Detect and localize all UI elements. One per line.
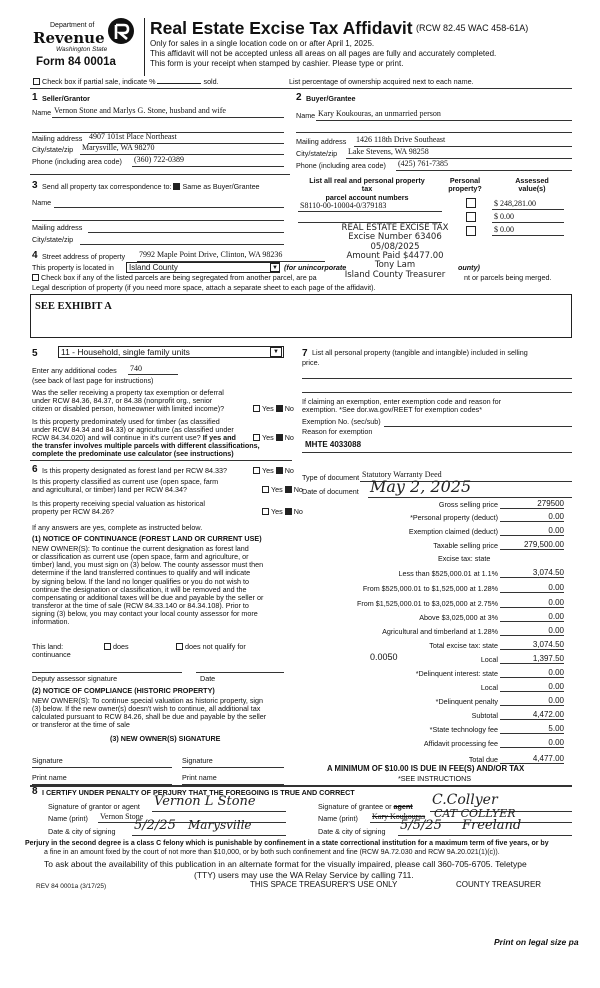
grantee-signature[interactable]: C.Collyer — [432, 792, 498, 808]
doc-type[interactable]: Statutory Warranty Deed — [362, 470, 442, 479]
buyer-name-label: Name — [296, 111, 316, 120]
notice-compliance-heading: (2) NOTICE OF COMPLIANCE (HISTORIC PROPERTY) — [32, 686, 215, 695]
notice-continuance-text: NEW OWNER(S): To continue the current designation as forest land or classification as current use (open space, farm and agriculture, or timber) land, you must sign on (3) below. The county assessor must then determine if the land transferred continues to qualify and will indicate by signing below. If the land no longer qualifies or you do not wish to continue the designation or classification, it will be removed and the compensating or additional taxes will be due and payable by the seller or transferor at the time of sale (RCW 84.33.140 or 84.34.108). Prior to signing (3) below, you may contact your local county assessor for more information. — [32, 544, 264, 627]
timber-yes-no: Yes No — [253, 434, 294, 442]
corr-name-label: Name — [32, 198, 52, 207]
doc-date[interactable]: May 2, 2025 — [370, 477, 472, 496]
grantee-name-label: Name (print) — [318, 814, 358, 823]
does-not-checkbox[interactable] — [176, 643, 183, 650]
seller-heading: Seller/Grantor — [42, 94, 90, 103]
segregated-row — [32, 274, 317, 282]
bracket-5-value[interactable]: 0.00 — [548, 626, 564, 635]
alternate-format-note: To ask about the availability of this publication in an alternate format for the visually impaired, please call 360-705-6705. Teletype — [44, 859, 527, 869]
corr-city-label: City/state/zip — [32, 235, 74, 244]
section-2-number: 2 — [296, 92, 302, 103]
total-excise-label: Total excise tax: state — [429, 641, 498, 650]
segregated-end: nt or parcels being merged. — [464, 273, 552, 282]
see-back-note: (see back of last page for instructions) — [32, 376, 154, 385]
stamp-line-4: Amount Paid $4477.00 — [346, 251, 444, 262]
new-owner-signature-heading: (3) NEW OWNER(S) SIGNATURE — [110, 734, 221, 743]
this-land-label: This land: continuance — [32, 642, 71, 660]
section-1-number: 1 — [32, 92, 38, 103]
local-tax[interactable]: 1,397.50 — [532, 654, 564, 663]
street-label: Street address of property — [42, 252, 126, 261]
current-use-yes-no: Yes No — [262, 486, 303, 494]
header-note-3: This form is your receipt when stamped by cashier. Please type or print. — [150, 59, 404, 68]
segregated-checkbox[interactable] — [32, 274, 39, 281]
header-note-1: Only for sales in a single location code on or after April 1, 2025. — [150, 39, 375, 48]
section-3-number: 3 — [32, 180, 38, 191]
bracket-3-value[interactable]: 0.00 — [548, 598, 564, 607]
buyer-mailing[interactable]: 1426 118th Drive Southeast — [356, 135, 446, 144]
stamp-line-3: 05/08/2025 — [370, 241, 420, 252]
legal-description-label: Legal description of property (if you need more space, attach a separate sheet to each page of the affidavit). — [32, 283, 376, 292]
exemption-number-label: Exemption No. (sec/sub) — [302, 417, 381, 426]
minimum-due-note: A MINIMUM OF $10.00 IS DUE IN FEE(S) AND/OR TAX — [327, 764, 525, 773]
grantee-date[interactable]: 5/5/25 — [400, 818, 442, 833]
seller-mailing[interactable]: 4907 101st Place Northeast — [89, 132, 177, 141]
owner-print-name-label-1: Print name — [32, 773, 67, 782]
print-legal-note: Print on legal size pa — [494, 937, 579, 947]
perjury-line-2: a fine in an amount fixed by the court of not more than $10,000, or by both such confinement and fine (RCW 9A.72.030 and RCW 9A.20.021(1)(c)). — [44, 849, 500, 856]
processing-fee-label: Affidavit processing fee — [423, 739, 498, 748]
total-excise[interactable]: 3,074.50 — [532, 640, 564, 649]
land-use-select[interactable] — [58, 346, 284, 358]
delinquent-local-label: Local — [480, 683, 498, 692]
total-due[interactable]: 4,477.00 — [532, 754, 564, 763]
timber-question: Is this property predominately used for timber (as classified under RCW 84.34 and 84.33) or agriculture (as classified under RCW 84.34.020) and will continue in it's current use? If yes and the transfer involves multiple parcels with different classifications, complete the predominate use calculator (see instructions) — [32, 417, 260, 459]
dept-line2: Revenue — [33, 29, 105, 47]
bracket-4-label: Above $3,025,000 at 3% — [419, 613, 498, 622]
assessed-value-2[interactable]: $ 0.00 — [494, 212, 514, 221]
excise-state-label: Excise tax: state — [438, 554, 491, 563]
historic-yes-checkbox[interactable] — [262, 508, 269, 515]
additional-codes-label: Enter any additional codes — [32, 366, 117, 375]
grantor-name[interactable]: Vernon Stone — [100, 812, 144, 821]
gross-price-label: Gross selling price — [438, 500, 498, 509]
technology-fee[interactable]: 5.00 — [548, 724, 564, 733]
buyer-mailing-label: Mailing address — [296, 137, 347, 146]
bracket-1-value[interactable]: 3,074.50 — [532, 568, 564, 577]
reason-label: Reason for exemption — [302, 427, 373, 436]
chevron-down-icon[interactable]: ▼ — [270, 263, 280, 272]
deputy-assessor-label: Deputy assessor signature — [32, 674, 118, 683]
notice-compliance-text: NEW OWNER(S): To continue special valuation as historic property, sign (3) below. If the new owner(s) doesn't wish to continue, all additional tax calculated pursuant to RCW 84.26, shall be due and payable by the seller or transferor at the time of sale — [32, 696, 267, 730]
delinquent-penalty-label: *Delinquent penalty — [435, 697, 498, 706]
forest-yes-no: Yes No — [253, 467, 294, 475]
timber-yes-checkbox[interactable] — [253, 434, 260, 441]
perjury-line-1: Perjury in the second degree is a class C felony which is punishable by confinement in a state correctional institution for a maximum term of five years, or by — [25, 840, 549, 847]
bracket-2-value[interactable]: 0.00 — [548, 583, 564, 592]
bracket-4-value[interactable]: 0.00 — [548, 612, 564, 621]
seller-name[interactable]: Vernon Stone and Marlys G. Stone, husband and wife — [54, 106, 226, 115]
seller-phone-label: Phone (including area code) — [32, 157, 122, 166]
does-not-option: does not qualify for — [176, 643, 246, 651]
grantor-date-city-label: Date & city of signing — [48, 827, 116, 836]
unincorporated-label: (for unincorporate — [284, 263, 347, 272]
grantee-name-struck: Kary Koukouras — [372, 812, 426, 821]
owner-signature-label-1: Signature — [32, 756, 63, 765]
doc-date-label: Date of document — [302, 487, 359, 496]
taxable-price[interactable]: 279,500.00 — [523, 540, 564, 549]
buyer-city-label: City/state/zip — [296, 149, 338, 158]
grantee-name[interactable]: CAT COLLYER — [434, 807, 516, 820]
land-use-value: 11 - Household, single family units — [61, 347, 190, 357]
grantee-signature-label: Signature of grantee or agent — [318, 802, 413, 811]
chevron-down-icon[interactable]: ▼ — [270, 347, 282, 357]
timber-no-checkbox[interactable] — [276, 434, 283, 441]
seller-phone[interactable]: (360) 722-0389 — [134, 155, 184, 164]
subtotal-label: Subtotal — [471, 711, 498, 720]
ownership-note: List percentage of ownership acquired next to each name. — [289, 77, 474, 86]
stamp-line-1: REAL ESTATE EXCISE TAX — [341, 223, 449, 233]
grantor-signature-label: Signature of grantor or agent — [48, 802, 140, 811]
revision-number: REV 84 0001a (3/17/25) — [36, 883, 107, 890]
exemption-yes-no: Yes No — [253, 405, 294, 413]
county-treasurer: COUNTY TREASURER — [456, 880, 542, 889]
forest-no-checkbox[interactable] — [276, 467, 283, 474]
bracket-1-label: Less than $525,000.01 at 1.1% — [398, 569, 498, 578]
owner-signature-label-2: Signature — [182, 756, 213, 765]
delinquent-local[interactable]: 0.00 — [548, 682, 564, 691]
section-5-number: 5 — [32, 348, 38, 359]
exemption-deduct-label: Exemption claimed (deduct) — [408, 527, 498, 536]
notice-continuance-heading: (1) NOTICE OF CONTINUANCE (FOREST LAND OR CURRENT USE) — [32, 534, 262, 543]
current-use-question: Is this property classified as current use (open space, farm and agricultural, or timber) land per RCW 84.34? — [32, 477, 219, 495]
delinquent-penalty[interactable]: 0.00 — [548, 696, 564, 705]
correspondence-text: Send all property tax correspondence to: — [42, 182, 172, 191]
subtotal[interactable]: 4,472.00 — [532, 710, 564, 719]
county-select[interactable] — [126, 262, 280, 273]
corr-mailing-label: Mailing address — [32, 223, 83, 232]
form-number: Form 84 0001a — [36, 56, 116, 68]
exemption-question: Was the seller receiving a property tax exemption or deferral under RCW 84.36, 84.37, or 84.38 (nonprofit org., senior citizen or disabled person, homeowner with limited income)? — [32, 388, 225, 414]
bracket-3-label: From $1,525,000.01 to $3,025,000 at 2.75% — [356, 599, 498, 608]
seller-city[interactable]: Marysville, WA 98270 — [82, 143, 155, 152]
partial-percent-field[interactable] — [157, 83, 201, 84]
exemption-deduct[interactable]: 0.00 — [548, 526, 564, 535]
additional-codes[interactable]: 740 — [130, 364, 142, 373]
current-use-yes-checkbox[interactable] — [262, 486, 269, 493]
section-6-number: 6 — [32, 464, 38, 475]
see-instructions-note: *SEE INSTRUCTIONS — [398, 774, 472, 783]
answers-instructions: If any answers are yes, complete as instructed below. — [32, 523, 203, 532]
personal-property-deduct-label: *Personal property (deduct) — [410, 513, 498, 522]
taxable-price-label: Taxable selling price — [433, 541, 498, 550]
treasurer-use-only: THIS SPACE TREASURER'S USE ONLY — [250, 880, 398, 889]
does-option: does — [104, 643, 129, 651]
assessed-value-1[interactable]: $ 248,281.00 — [494, 199, 536, 208]
dept-line3: Washington State — [56, 46, 108, 53]
seller-name-label: Name — [32, 108, 52, 117]
exemption-yes-checkbox[interactable] — [253, 405, 260, 412]
grantee-city[interactable]: Freeland — [462, 818, 522, 833]
partial-sale-row — [33, 78, 219, 86]
personal-property-label: List all personal property (tangible and intangible) included in selling — [312, 348, 528, 357]
technology-fee-label: *State technology fee — [429, 725, 498, 734]
local-rate[interactable]: 0.0050 — [370, 652, 398, 662]
historic-no-checkbox[interactable] — [285, 508, 292, 515]
certify-statement: I CERTIFY UNDER PENALTY OF PERJURY THAT THE FOREGOING IS TRUE AND CORRECT — [42, 788, 355, 797]
deputy-date-label: Date — [200, 674, 216, 683]
exemption-instructions: If claiming an exemption, enter exemption code and reason for exemption. *See dor.wa.gov/REET for exemption codes* — [302, 397, 501, 415]
same-as-buyer-checkbox[interactable] — [173, 183, 180, 190]
treasurer-stamp — [330, 224, 460, 280]
seller-city-label: City/state/zip — [32, 145, 74, 154]
owner-print-name-label-2: Print name — [182, 773, 217, 782]
delinquent-state-label: *Delinquent interest: state — [415, 669, 498, 678]
personal-property-checkbox-3[interactable] — [466, 226, 476, 236]
historic-yes-no: Yes No — [262, 508, 303, 516]
grantee-date-city-label: Date & city of signing — [318, 827, 386, 836]
partial-sale-label: Check box if partial sale, indicate % — [42, 77, 156, 86]
personal-property-checkbox-1[interactable] — [466, 198, 476, 208]
buyer-name[interactable]: Kary Koukouras, an unmarried person — [318, 109, 441, 118]
legal-description-box[interactable] — [30, 294, 572, 338]
buyer-phone[interactable]: (425) 761-7385 — [398, 159, 448, 168]
partial-sale-sold: sold. — [203, 77, 219, 86]
grantor-signature[interactable]: Vernon L Stone — [154, 794, 256, 809]
buyer-phone-label: Phone (including area code) — [296, 161, 386, 170]
assessed-value-3[interactable]: $ 0.00 — [494, 225, 514, 234]
personal-property-checkbox-2[interactable] — [466, 212, 476, 222]
stamp-line-6: Island County Treasurer — [344, 269, 446, 280]
dept-line1: Department of — [50, 22, 95, 29]
county-suffix: ounty) — [458, 263, 480, 272]
grantor-city[interactable]: Marysville — [188, 818, 252, 832]
assessed-col-header: Assessed value(s) — [515, 176, 549, 194]
street-address[interactable]: 7992 Maple Point Drive, Clinton, WA 98236 — [139, 250, 283, 259]
exemption-no-checkbox[interactable] — [276, 405, 283, 412]
grantor-date[interactable]: 5/2/25 — [134, 818, 176, 833]
gross-price[interactable]: 279500 — [537, 499, 564, 508]
section-8-number: 8 — [32, 786, 38, 797]
local-label: Local — [480, 655, 498, 664]
delinquent-state[interactable]: 0.00 — [548, 668, 564, 677]
doc-type-label: Type of document — [302, 473, 360, 482]
county-value: Island County — [129, 263, 178, 272]
located-in-label: This property is located in — [32, 263, 114, 272]
revenue-logo-icon — [106, 16, 136, 46]
historic-question: Is this property receiving special valuation as historical property per RCW 84.26? — [32, 499, 205, 517]
section-4-number: 4 — [32, 250, 38, 261]
grantor-name-label: Name (print) — [48, 814, 88, 823]
personal-property-deduct[interactable]: 0.00 — [548, 512, 564, 521]
stamp-line-2: Excise Number 63406 — [348, 232, 442, 243]
header-note-2: This affidavit will not be accepted unless all areas on all pages are fully and accurately completed. — [150, 49, 497, 58]
forest-question: Is this property designated as forest land per RCW 84.33? — [42, 466, 227, 475]
forest-yes-checkbox[interactable] — [253, 467, 260, 474]
partial-sale-checkbox[interactable] — [33, 78, 40, 85]
section-7-number: 7 — [302, 348, 308, 359]
seller-mailing-label: Mailing address — [32, 134, 83, 143]
form-title-ref: (RCW 82.45 WAC 458-61A) — [416, 23, 529, 33]
stamp-line-5: Tony Lam — [374, 260, 416, 271]
segregated-label: Check box if any of the listed parcels are being segregated from another parcel, are pa — [41, 273, 317, 282]
buyer-city[interactable]: Lake Stevens, WA 98258 — [348, 147, 429, 156]
parcel-number-1[interactable]: S8110-00-10004-0/379183 — [300, 201, 387, 210]
personal-property-label-2: price. — [302, 358, 320, 367]
parcel-col-header: List all real and personal property tax parcel account numbers — [309, 176, 425, 202]
form-title: Real Estate Excise Tax Affidavit — [150, 18, 413, 38]
correspondence-label — [42, 183, 260, 191]
processing-fee[interactable]: 0.00 — [548, 738, 564, 747]
personal-col-header: Personal property? — [448, 176, 482, 194]
total-due-label: Total due — [468, 755, 498, 764]
bracket-2-label: From $525,000.01 to $1,525,000 at 1.28% — [362, 584, 498, 593]
buyer-heading: Buyer/Grantee — [306, 94, 356, 103]
does-checkbox[interactable] — [104, 643, 111, 650]
same-as-buyer-label: Same as Buyer/Grantee — [182, 182, 260, 191]
bracket-5-label: Agricultural and timberland at 1.28% — [382, 627, 498, 636]
reason-value[interactable]: MHTE 4033088 — [305, 440, 362, 449]
legal-description: SEE EXHIBIT A — [35, 301, 112, 312]
tty-note: (TTY) users may use the WA Relay Service by calling 711. — [194, 870, 414, 880]
current-use-no-checkbox[interactable] — [285, 486, 292, 493]
